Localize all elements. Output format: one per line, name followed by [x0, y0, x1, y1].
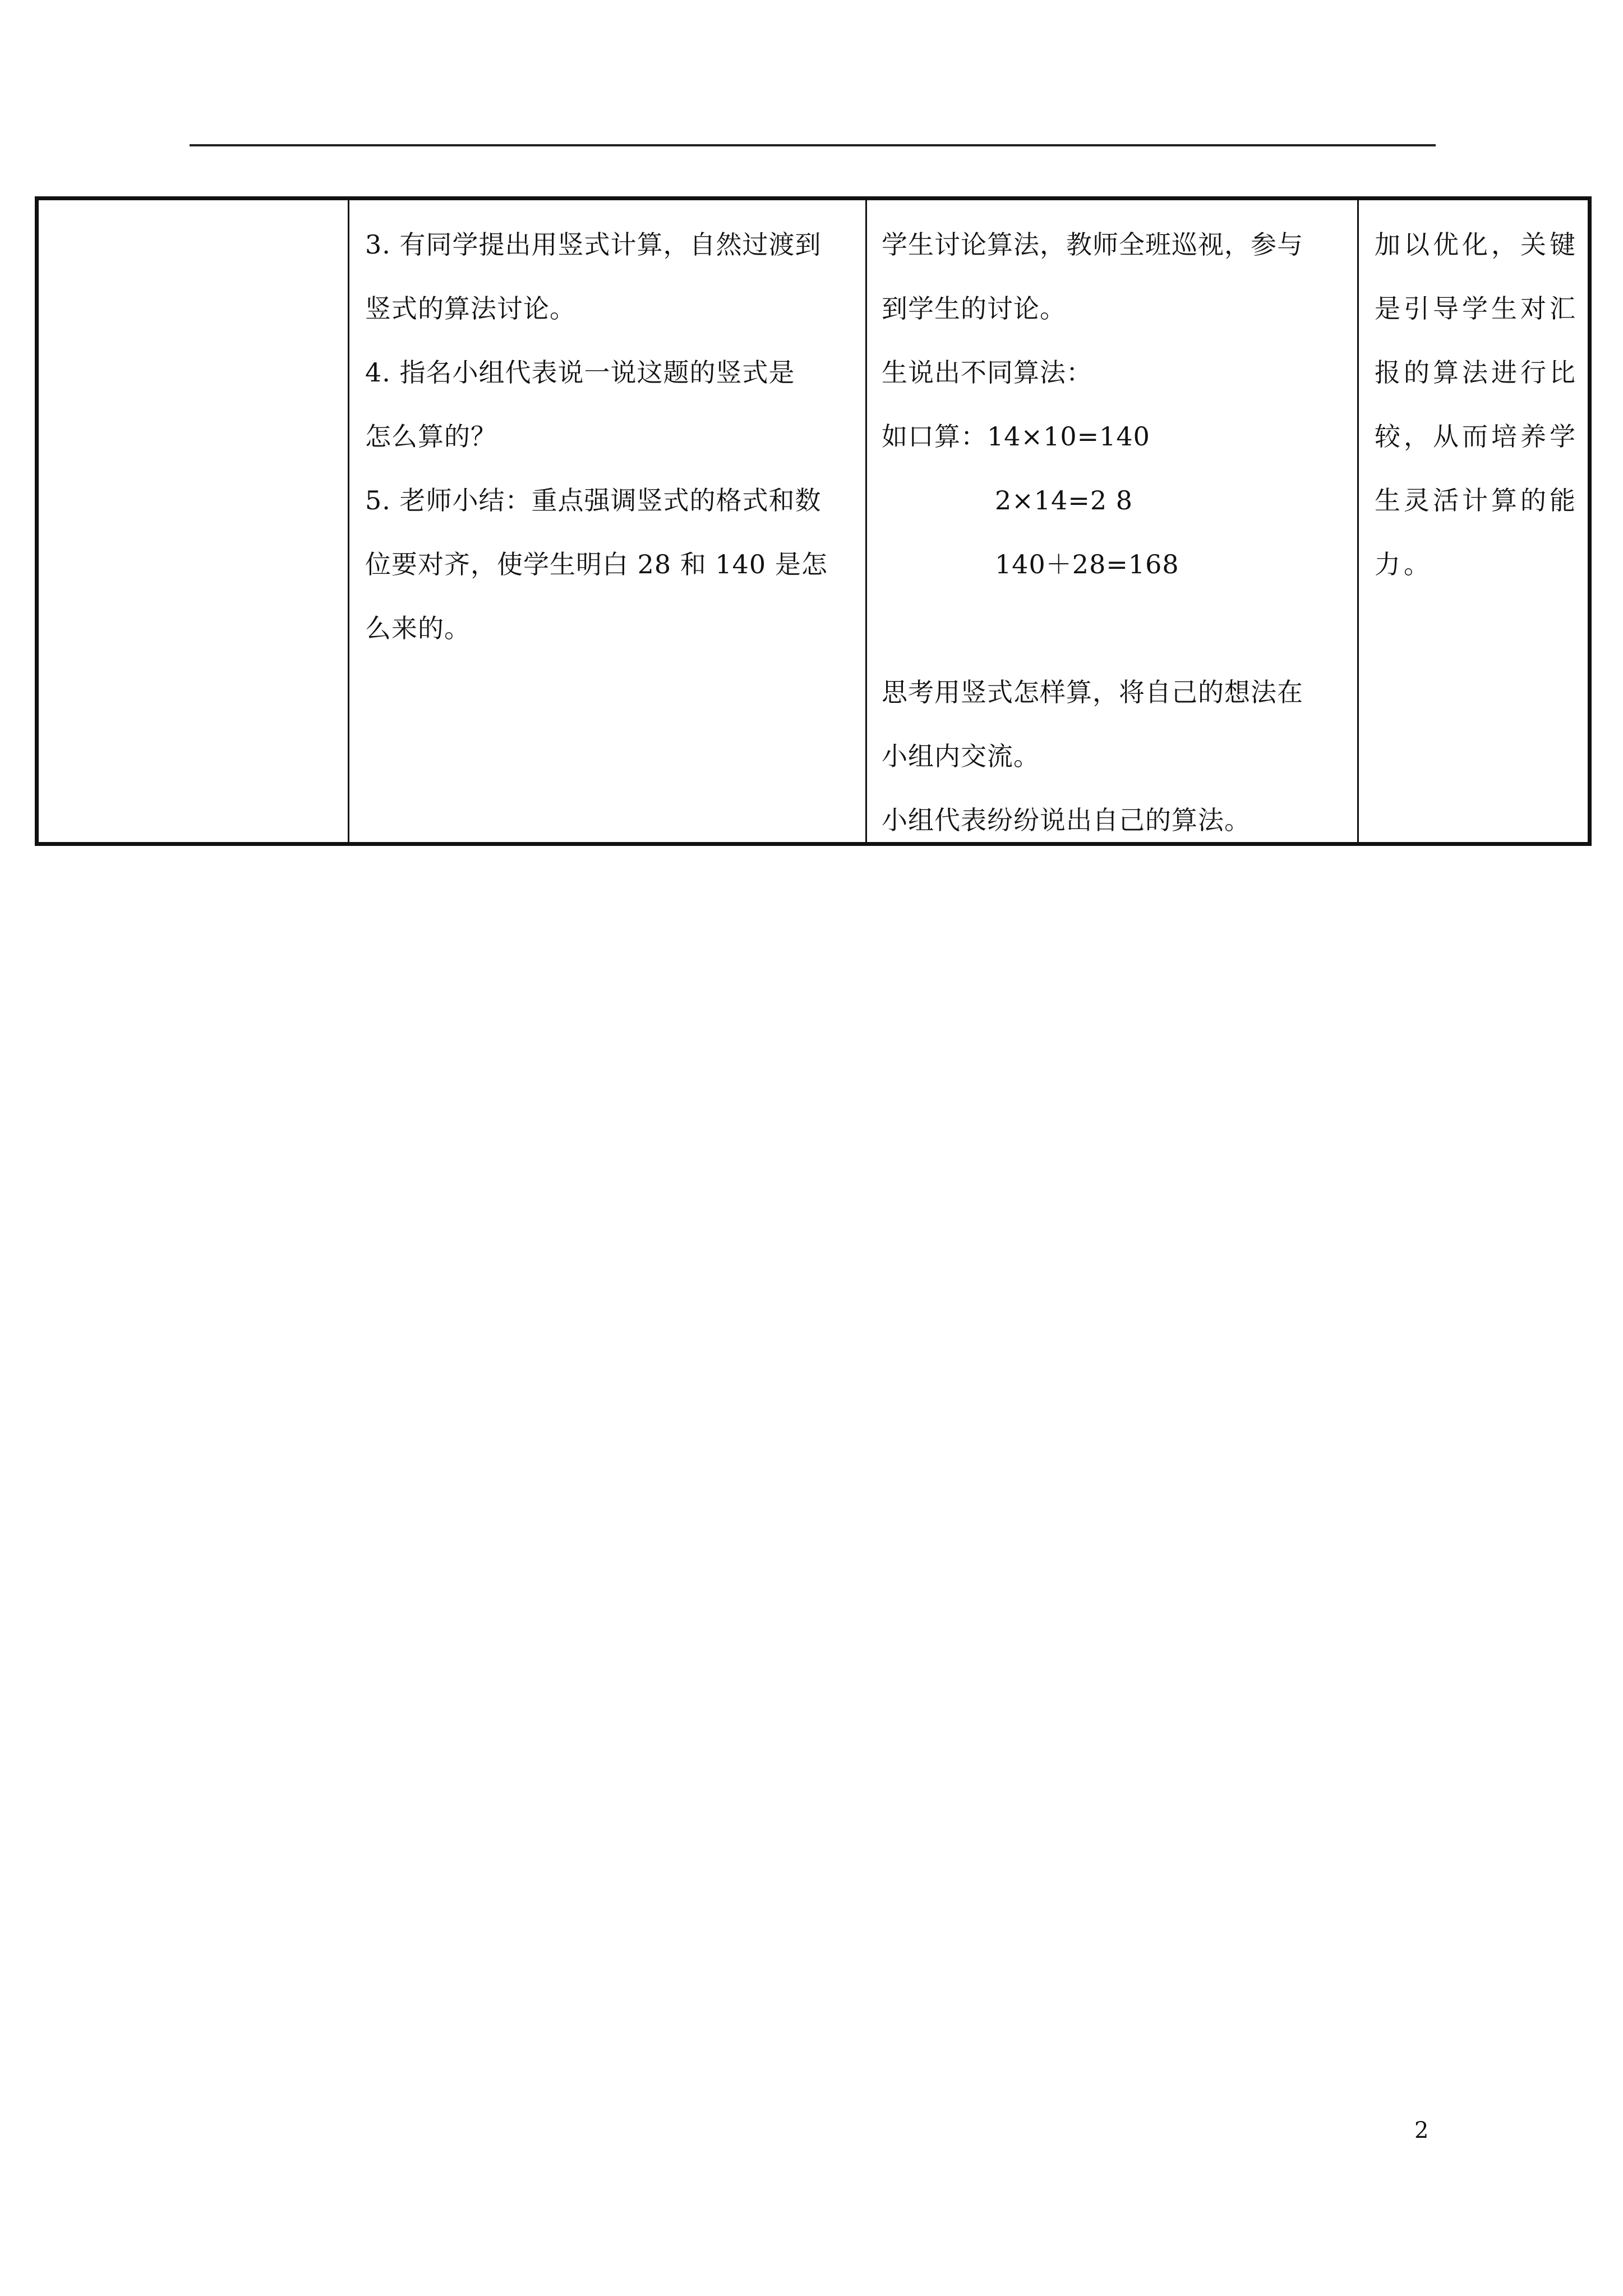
teacher-activity-line: 怎么算的？	[365, 421, 497, 452]
design-intent-line: 报的算法进行比	[1375, 357, 1579, 388]
blank-line	[867, 596, 1357, 660]
teacher-activity-line: 位要对齐，使学生明白 28 和 140 是怎	[365, 549, 828, 579]
student-activity-line: 生说出不同算法：	[882, 357, 1092, 388]
design-intent-line: 加以优化，关键	[1375, 229, 1579, 260]
page-number: 2	[1414, 2118, 1429, 2143]
design-intent-line: 较，从而培养学	[1375, 421, 1579, 452]
table-cell-empty	[39, 200, 349, 842]
student-activity-line: 学生讨论算法，教师全班巡视，参与	[882, 229, 1303, 260]
student-activity-line: 小组代表纷纷说出自己的算法。	[882, 805, 1251, 835]
calculation-line: 140＋28=168	[995, 549, 1179, 579]
table-cell-teacher-activities	[349, 200, 867, 842]
student-activity-line: 如口算：14×10=140	[882, 421, 1150, 452]
calculation-line: 2×14=2 8	[995, 485, 1133, 516]
design-intent-line: 力。	[1375, 549, 1433, 579]
table-cell-student-activities	[867, 200, 1359, 842]
teacher-activity-line: 4. 指名小组代表说一说这题的竖式是	[365, 357, 795, 388]
header-rule	[190, 144, 1436, 146]
student-activity-line: 小组内交流。	[882, 741, 1040, 771]
teacher-activity-line: 3. 有同学提出用竖式计算，自然过渡到	[365, 229, 822, 260]
design-intent-line: 生灵活计算的能	[1375, 485, 1579, 516]
lesson-plan-table	[35, 196, 1592, 846]
teacher-activity-line: 么来的。	[365, 613, 471, 643]
table-cell-design-intent	[1359, 200, 1588, 842]
student-activity-line: 思考用竖式怎样算，将自己的想法在	[882, 677, 1303, 707]
design-intent-line: 是引导学生对汇	[1375, 293, 1579, 324]
teacher-activity-line: 竖式的算法讨论。	[365, 293, 576, 324]
student-activity-line: 到学生的讨论。	[882, 293, 1066, 324]
teacher-activity-line: 5. 老师小结：重点强调竖式的格式和数	[365, 485, 822, 516]
